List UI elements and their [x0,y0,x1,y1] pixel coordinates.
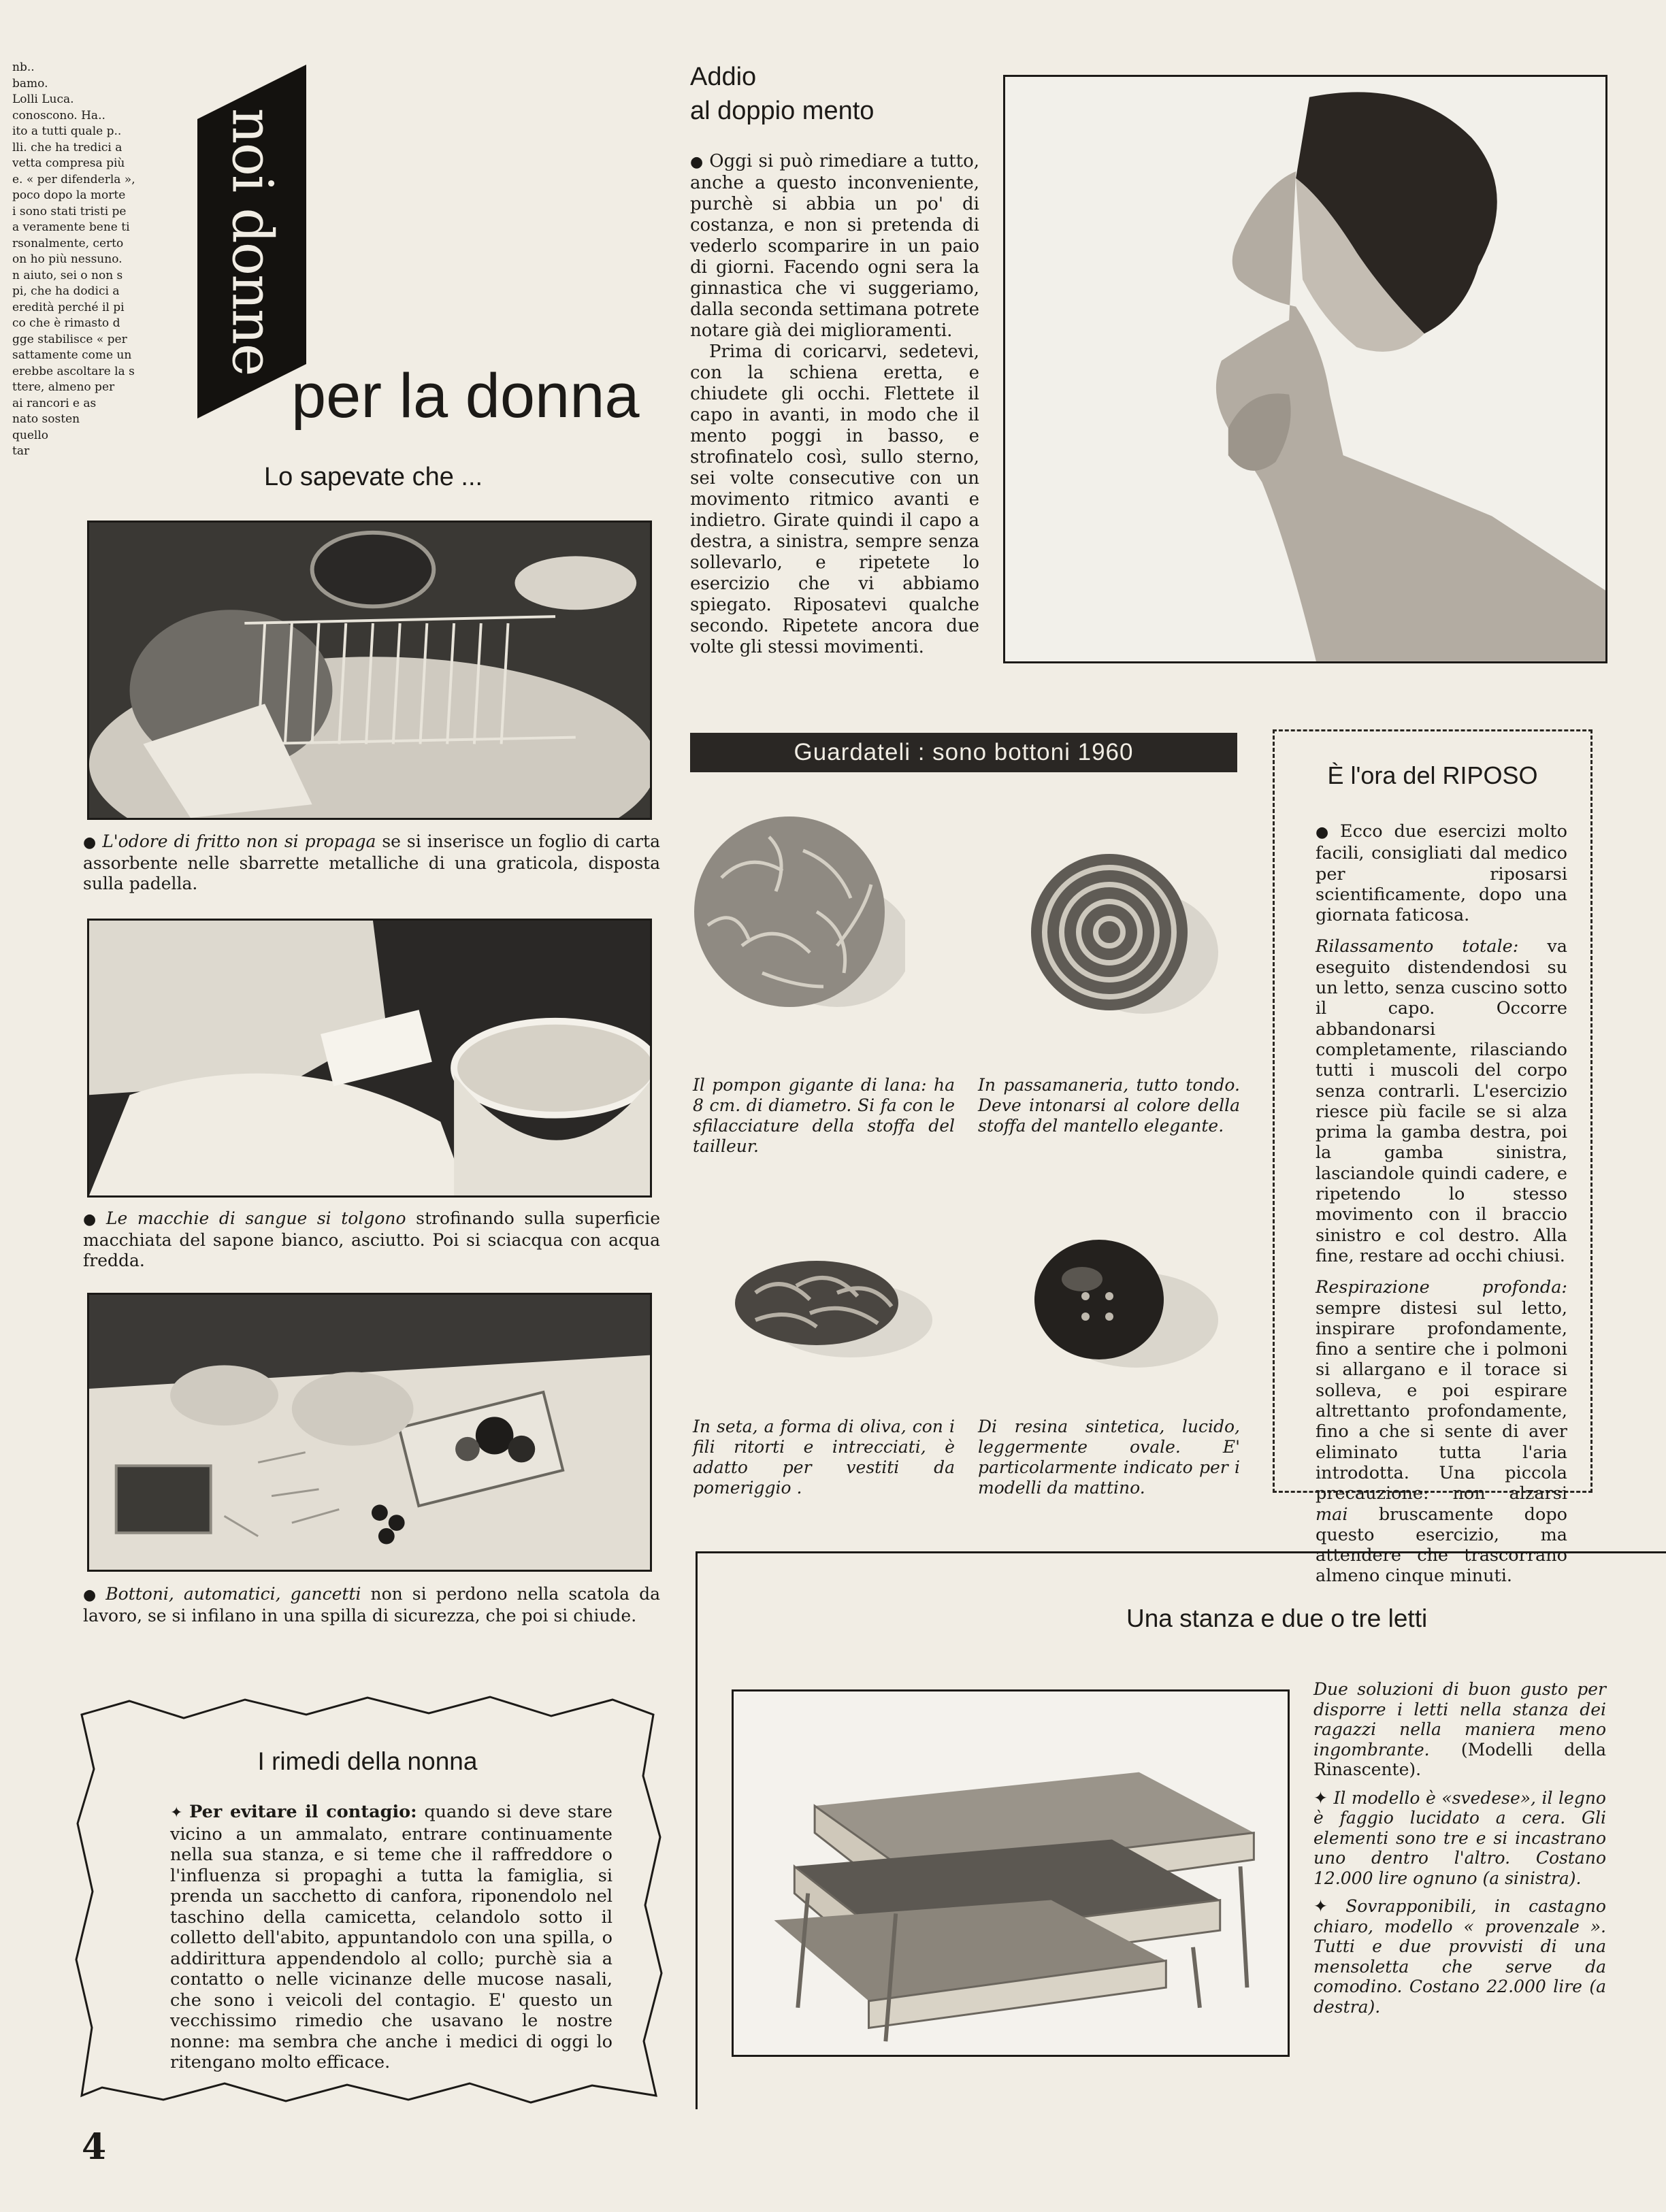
button-image-cord [1021,844,1225,1034]
bullet-icon: ● [83,1587,101,1604]
fragment-line: quello [12,428,49,442]
fragment-line: gge stabilisce « per [12,332,127,346]
fragment-line: e. « per difenderla », [12,172,135,186]
bullet-icon: ● [83,834,97,851]
rest-intro-text: Ecco due esercizi molto facili, consigliati dal medico per riposarsi scientificamente, dopo una giornata faticosa. [1316,821,1567,926]
chin-text [690,151,979,658]
fragment-line: lli. che ha tredici a [12,140,122,154]
buttons-title-bar [690,733,1237,772]
remedies-lead: Per evitare il contagio: [189,1802,417,1822]
beds-item [1313,1896,1606,2017]
rest-exercise-2 [1316,1277,1567,1586]
bullet-icon: ● [1316,824,1335,841]
fragment-line: tar [12,444,30,458]
beds-intro-text: Due soluzioni di buon gusto per disporre i letti nella stanza dei ragazzi nella maniera meno ingombrante. [1313,1679,1606,1760]
page-number: 4 [82,2126,107,2168]
exercise-emphasis: mai [1316,1504,1348,1525]
fragment-line: erebbe ascoltare la s [12,364,135,378]
fragment-line: on ho più nessuno. [12,252,122,266]
photo-stacking-beds [732,1689,1290,2057]
fragment-line: nb.. [12,61,35,74]
remedies-title: I rimedi della nonna [257,1747,478,1775]
fragment-line: conoscono. Ha.. [12,108,105,122]
section-title: per la donna [291,361,640,431]
photo-sewing-box [87,1293,652,1572]
beds-item-text: Sovrapponibili, in castagno chiaro, modello « provenzale ». Tutti e due provvisti di una mensoletta che serve da comodino. Costano 22.000 lire (a destra). [1313,1896,1606,2017]
rest-box [1273,729,1592,1587]
rest-exercise-1 [1316,936,1567,1266]
buttons-title: Guardateli : sono bottoni 1960 [794,739,1134,765]
photo-woman-profile [1003,75,1607,663]
fragment-line: ai rancori e as [12,396,97,410]
chin-title-line: Addio [690,63,757,91]
fragment-line: ito a tutti quale p.. [12,125,122,138]
photo-soap-stain [87,919,652,1198]
fragment-line: i sono stati tristi pe [12,204,127,218]
exercise-text: sempre distesi sul letto, inspirare profondamente, fino a sentire che i polmoni si allargano e il torace si solleva, e poi espirare altrettanto profondamente, fino a che si sente di aver eliminato tutta l'aria introdotta. Una piccola precauzione: non alzarsi [1316,1298,1567,1504]
photo-grill [87,521,652,820]
fragment-line: nato sosten [12,412,80,426]
rest-intro [1316,821,1567,925]
exercise-text: va eseguito distendendosi su un letto, senza cuscino sotto il capo. Occorre abbandonarsi completamente, rilasciando tutti i muscoli del corpo senza contrarli. L'esercizio riesce più facile se si alza prima la gamba destra, poi la gamba sinistra, lasciandole quindi cadere, e ripetendo lo stesso movimento con il braccio sinistro e col destro. Alla fine, restare ad occhi chiusi. [1316,936,1567,1266]
bullet-icon: ● [690,154,704,171]
beds-item-text: Il modello è «svedese», il legno è faggio lucidato a cera. Gli elementi sono tre e si incastrano uno dentro l'altro. Costano 12.000 lire ognuno (a sinistra). [1313,1787,1606,1888]
subtitle: Lo sapevate che ... [264,463,483,491]
remedies-body: quando si deve stare vicino a un ammalato, entrare continuamente nella sua stanza, e si teme che il raffreddore o l'influenza si propaghi a tutta la famiglia, si prenda un sacchetto di canfora, riponendolo nel taschino della camicetta, celandolo sotto il colletto dell'abito, appuntandolo con una spilla, o addirittura appendendolo al collo; purchè sia a contatto o nelle vicinanze delle mucose nasali, che sono i veicoli del contagio. E' questo un vecchissimo rimedio che usavano le nostre nonne: ma sembra che anche i medici di oggi lo ritengano molto efficace. [170,1802,612,2073]
button-caption: Il pompon gigante di lana: ha 8 cm. di diametro. Si fa con le sfilacciature della stoffa del tailleur. [693,1075,955,1156]
section-banner [197,65,306,418]
fragment-line: pi, che ha dodici a [12,284,120,298]
tip-3 [83,1584,660,1626]
beds-item [1313,1788,1606,1889]
cross-icon: ✦ [1313,1896,1346,1916]
fragment-line: n aiuto, sei o non s [12,268,123,282]
rest-title: È l'ora del RIPOSO [1327,761,1538,789]
beds-intro-note: (Modelli della Rinascente). [1313,1739,1606,1779]
tip-text: strofinando sulla superficie macchiata del sapone bianco, asciutto. Poi si sciacqua con acqua fredda. [83,1208,660,1270]
tip-1 [83,831,660,894]
cross-icon: ✦ [170,1804,190,1821]
button-image-olive [715,1245,939,1368]
chin-para [690,151,979,342]
chin-title [690,60,874,128]
tip-text: non si perdono nella scatola da lavoro, se si infilano in una spilla di sicurezza, che poi si chiude. [83,1584,660,1625]
remedies-text [170,1802,612,2073]
tip-2 [83,1208,660,1271]
tip-text: se si inserisce un foglio di carta assorbente nelle sbarrette metalliche di una graticola, disposta sulla padella. [83,831,661,893]
chin-para-text: Oggi si può rimediare a tutto, anche a questo inconveniente, purchè si abbia un po' di costanza, e non si pretenda di vederlo scomparire in un paio di giorni. Facendo ogni sera la ginnastica che vi suggeriamo, dalla seconda settimana potrete notare già dei miglioramenti. [690,151,979,341]
cross-icon: ✦ [1313,1787,1334,1808]
exercise-lead: Rilassamento totale: [1316,936,1519,957]
chin-title-line: al doppio mento [690,97,875,125]
fragment-line: Lolli Luca. [12,93,74,106]
beds-box [696,1551,1666,2109]
bullet-icon: ● [83,1211,101,1228]
button-caption: In passamaneria, tutto tondo. Deve intonarsi al colore della stoffa del mantello elegante. [978,1075,1240,1136]
fragment-line: poco dopo la morte [12,188,126,202]
tip-lead: Le macchie di sangue si tolgono [105,1208,406,1228]
rest-text [1316,821,1567,1587]
beds-intro [1313,1679,1606,1780]
fragment-line: sattamente come un [12,348,132,362]
button-image-resin [1021,1232,1225,1374]
button-caption: Di resina sintetica, lucido, leggermente ovale. E' particolarmente indicato per i modelli da mattino. [978,1417,1240,1498]
beds-title: Una stanza e due o tre letti [1126,1604,1428,1632]
fragment-line: co che è rimasto d [12,316,120,330]
banner-label: noi donne [219,108,284,376]
button-caption: In seta, a forma di oliva, con i fili ritorti e intrecciati, è adatto per vestiti da pomeriggio . [693,1417,955,1498]
fragment-line: eredità perché il pi [12,300,125,314]
fragment-line: bamo. [12,76,48,90]
remedies-box [68,1687,667,2109]
tip-lead: L'odore di fritto non si propaga [102,831,376,851]
exercise-lead: Respirazione profonda: [1316,1277,1567,1298]
exercise-text-end: bruscamente dopo questo esercizio, ma attendere che trascorrano almeno cinque minuti. [1316,1504,1567,1587]
previous-column-fragment [12,60,169,460]
tip-lead: Bottoni, automatici, gancetti [105,1584,361,1604]
chin-para: Prima di coricarvi, sedetevi, con la schiena eretta, e chiudete gli occhi. Flettete il capo in avanti, in modo che il mento poggi in basso, e strofinatelo così, sullo sterno, sei volte consecutive con un movimento ritmico avanti e indietro. Girate quindi il capo a destra, a sinistra, sempre senza sollevarlo, e ripetete lo esercizio che vi abbiamo spiegato. Riposatevi qualche secondo. Ripetete ancora due volte gli stessi movimenti. [690,342,979,657]
fragment-line: vetta compresa più [12,156,125,170]
button-image-pompon [681,810,905,1034]
fragment-line: rsonalmente, certo [12,236,124,250]
fragment-line: ttere, almeno per [12,380,115,394]
fragment-line: a veramente bene ti [12,220,130,234]
beds-text [1313,1679,1606,2017]
